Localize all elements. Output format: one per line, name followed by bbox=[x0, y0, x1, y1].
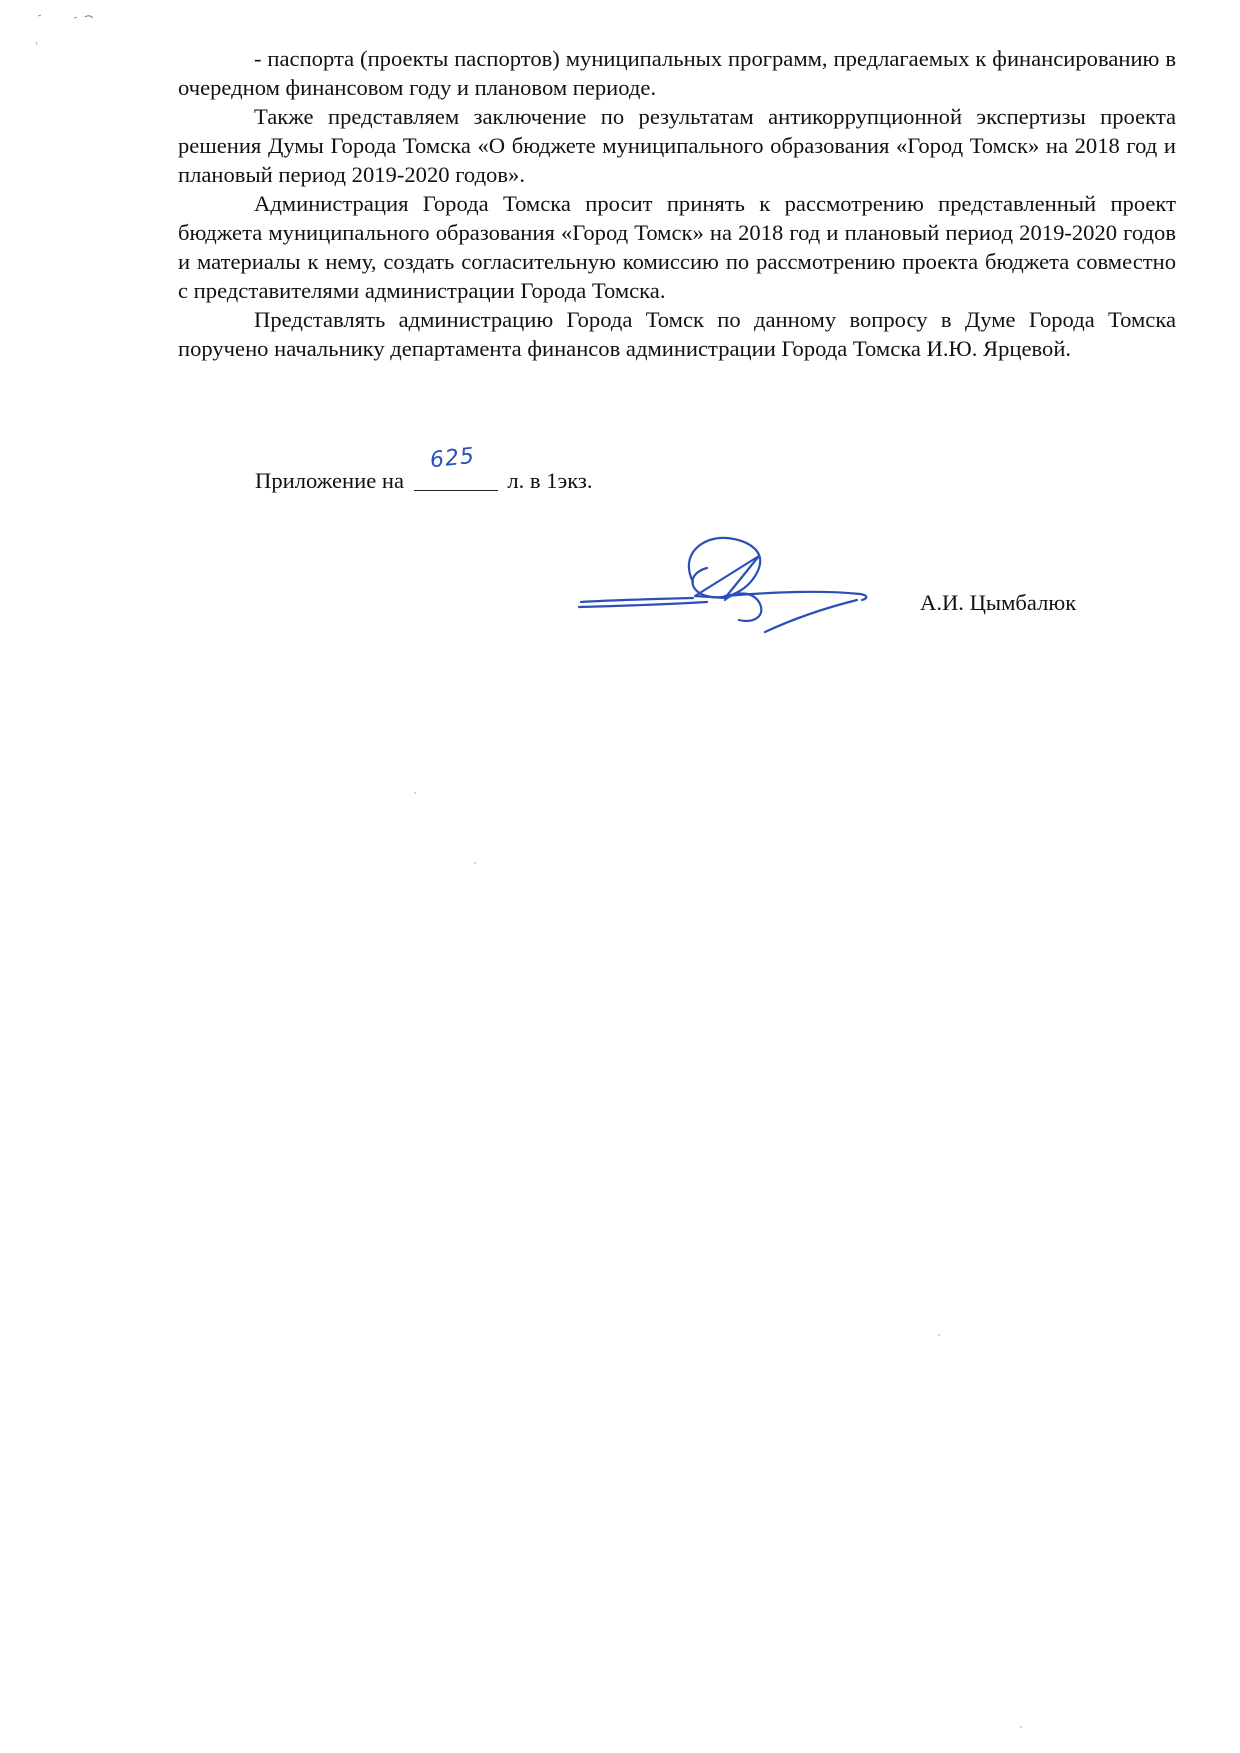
paragraph-anticorruption-review: Также представляем заключение по результатам антикоррупционной экспертизы проекта решения Думы Города Томска «О бюджете муниципального образования «Город Томск» на 2018 год и плановый период 2019-2020 годов». bbox=[178, 104, 1176, 187]
signer-name: А.И. Цымбалюк bbox=[920, 590, 1077, 615]
handwritten-signature bbox=[575, 532, 895, 640]
attachment-page-count-blank bbox=[414, 443, 498, 491]
paragraph-representative: Представлять администрацию Города Томск по данному вопросу в Думе Города Томска поручено начальнику департамента финансов администрации Города Томска И.Ю. Ярцевой. bbox=[178, 307, 1176, 361]
attachment-prefix: Приложение на bbox=[255, 468, 405, 493]
scan-dot bbox=[938, 1334, 940, 1336]
attachment-line bbox=[255, 443, 593, 495]
scan-specks bbox=[30, 12, 120, 52]
paragraph-budget-request: Администрация Города Томска просит принять к рассмотрению представленный проект бюджета муниципального образования «Город Томск» на 2018 год и плановый период 2019-2020 годов и материалы к нему, создать согласительную комиссию по рассмотрению проекта бюджета совместно с представителями администрации Города Томска. bbox=[178, 191, 1176, 303]
attachment-suffix: л. в 1экз. bbox=[507, 468, 593, 493]
paragraph-program-passports: - паспорта (проекты паспортов) муниципальных программ, предлагаемых к финансированию в очередном финансовом году и плановом периоде. bbox=[178, 46, 1176, 100]
scan-dot bbox=[474, 862, 476, 864]
letter-body bbox=[178, 44, 1176, 363]
scan-dot bbox=[1020, 1726, 1022, 1728]
handwritten-page-count: 625 bbox=[428, 443, 476, 474]
scan-dot bbox=[414, 792, 416, 794]
